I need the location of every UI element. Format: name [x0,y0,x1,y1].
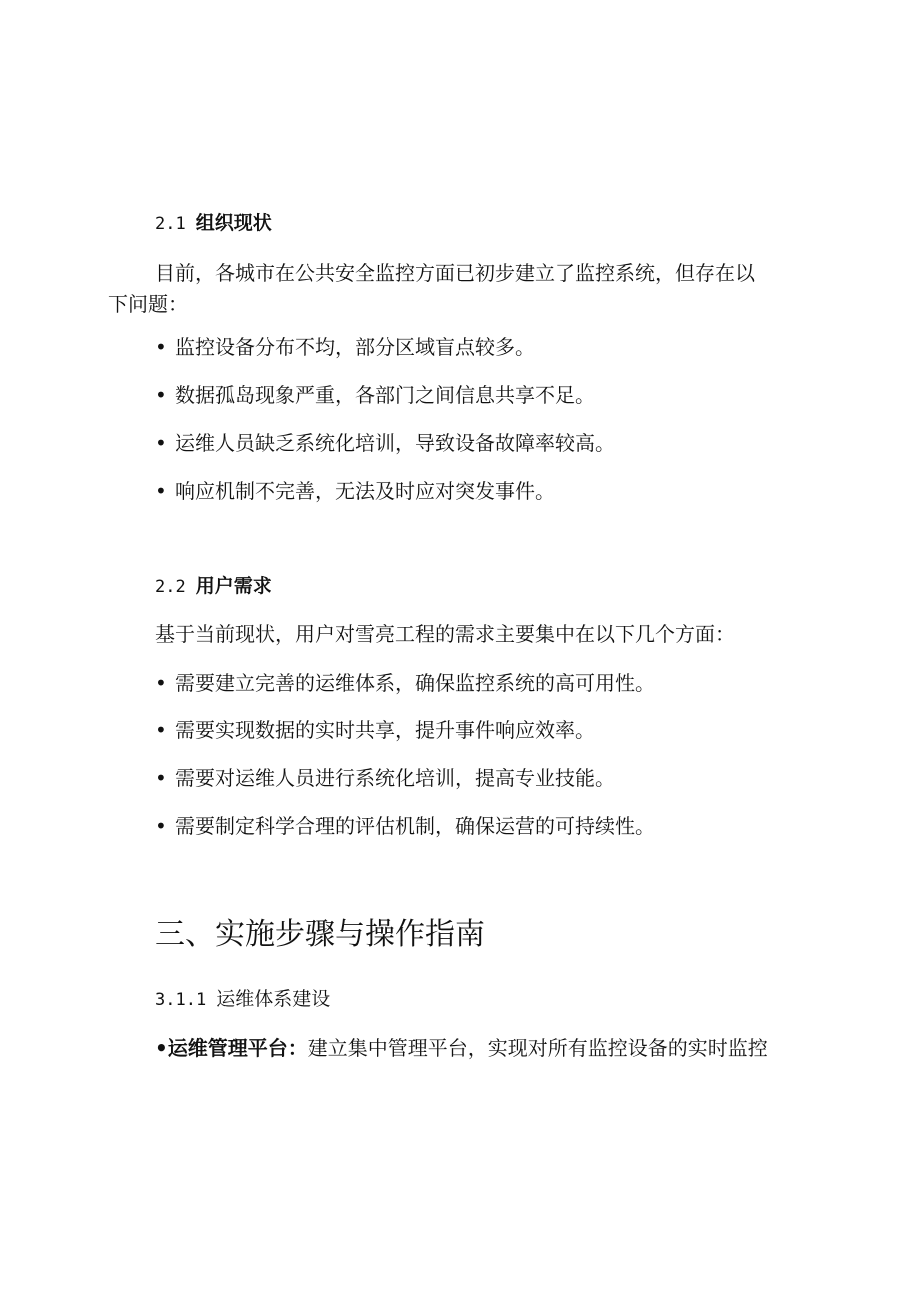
list-item [155,430,615,456]
list-item [155,670,655,696]
list-item-text: 需要实现数据的实时共享，提升事件响应效率。 [175,718,595,742]
list-item-text: 响应机制不完善，无法及时应对突发事件。 [175,479,555,503]
list-item-text: 数据孤岛现象严重，各部门之间信息共享不足。 [175,383,595,407]
bullet-icon: • [155,479,167,503]
list-item [155,813,655,839]
list-item-text: 需要建立完善的运维体系，确保监控系统的高可用性。 [175,671,655,695]
list-item [155,717,595,743]
bullet-icon: • [155,431,167,455]
bullet-icon: • [155,383,167,407]
bullet-icon: • [155,814,167,838]
bullet-icon: • [155,718,167,742]
list-item [155,334,535,360]
list-item [155,382,595,408]
intro-line-2: 下问题： [108,292,188,316]
bullet-icon: • [155,671,167,695]
section-2-2-intro [155,621,735,647]
section-2-1-intro [108,258,815,320]
section-2-1-heading [155,211,272,236]
section-number: 2.2 [155,577,186,597]
section-title: 用户需求 [195,575,272,597]
intro-text: 基于当前现状，用户对雪亮工程的需求主要集中在以下几个方面： [155,622,735,646]
section-title: 组织现状 [195,212,272,234]
subsection-3-1-1-heading [155,987,330,1012]
item-text: 建立集中管理平台，实现对所有监控设备的实时监控 [307,1036,768,1060]
list-item-text: 需要制定科学合理的评估机制，确保运营的可持续性。 [175,814,655,838]
intro-line-1: 目前，各城市在公共安全监控方面已初步建立了监控系统，但存在以 [155,261,755,285]
section-2-2-heading [155,574,272,599]
list-item-text: 运维人员缺乏系统化培训，导致设备故障率较高。 [175,431,615,455]
list-item [155,1035,768,1061]
list-item [155,478,555,504]
subsection-number: 3.1.1 [155,990,207,1010]
bullet-icon: • [155,335,167,359]
list-item-text: 需要对运维人员进行系统化培训，提高专业技能。 [175,766,615,790]
section-number: 2.1 [155,214,186,234]
bullet-icon: • [155,766,167,790]
item-lead: 运维管理平台： [167,1036,308,1060]
chapter-3-heading: 三、实施步骤与操作指南 [155,917,485,952]
list-item [155,765,615,791]
bullet-icon: • [155,1036,168,1060]
subsection-title: 运维体系建设 [216,988,331,1010]
list-item-text: 监控设备分布不均，部分区域盲点较多。 [175,335,535,359]
